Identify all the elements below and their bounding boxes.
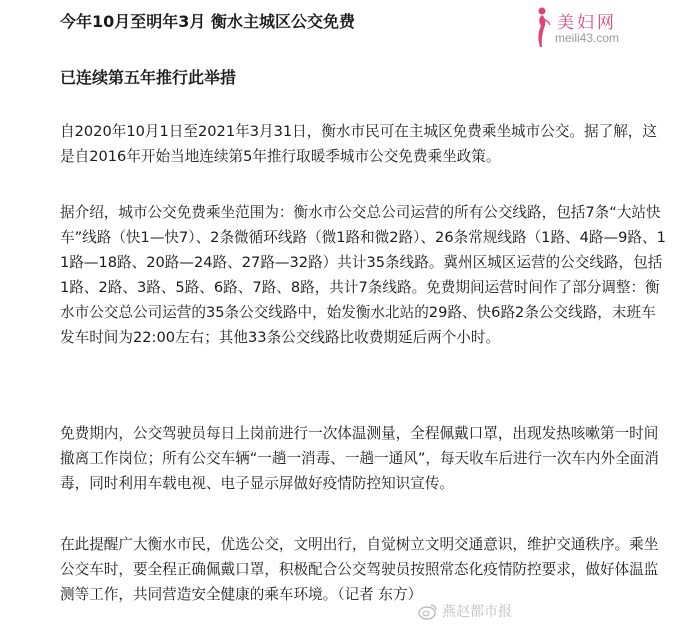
article-paragraph: 自2020年10月1日至2021年3月31日，衡水市民可在主城区免费乘坐城市公交。据了解，这是自2016年开始当地连续第5年推行取暖季城市公交免费乘坐政策。 — [60, 123, 657, 165]
article-paragraph: 免费期内，公交驾驶员每日上岗前进行一次体温测量，全程佩戴口罩，出现发热咳嗽第一时间撤离工作岗位；所有公交车辆“一趟一消毒、一趟一通风”，每天收车后进行一次车内外全面消毒，同时利用车载电视、电子显示屏做好疫情防控知识宣传。 — [60, 425, 659, 492]
article-paragraph: 据介绍，城市公交免费乘坐范围为：衡水市公交总公司运营的所有公交线路，包括7条“大站快车”线路（快1—快7）、2条微循环线路（微1路和微2路）、26条常规线路（1路、4路—9路、11路—18路、20路—24路、27路—32路）共计35条线路。冀州区城区运营的公交线路，包括1路、2路、3路、5路、6路、7路、8路，共计7条线路。免费期间运营时间作了部分调整：衡水市公交总公司运营的35条公交线路中，始发衡水北站的29路、快6路2条公交线路，末班车发车时间为22:00左右；其他33条公交线路比收费期延后两个小时。 — [60, 204, 666, 346]
logo-url: meili43.com — [555, 31, 620, 45]
site-logo[interactable] — [531, 6, 663, 50]
logo-text: 美妇网 — [557, 13, 617, 33]
article-headline: 今年10月至明年3月 衡水主城区公交免费 — [60, 12, 355, 31]
woman-silhouette-icon — [531, 6, 553, 48]
weibo-icon — [418, 602, 438, 620]
article-paragraph: 在此提醒广大衡水市民，优选公交，文明出行，自觉树立文明交通意识，维护交通秩序。乘坐公交车时，要全程正确佩戴口罩，积极配合公交驾驶员按照常态化疫情防控要求，做好体温监测等工作，共同营造安全健康的乘车环境。（记者 东方） — [60, 536, 659, 603]
article-subheadline: 已连续第五年推行此举措 — [60, 68, 237, 87]
watermark-source-text: 燕赵都市报 — [442, 604, 512, 620]
